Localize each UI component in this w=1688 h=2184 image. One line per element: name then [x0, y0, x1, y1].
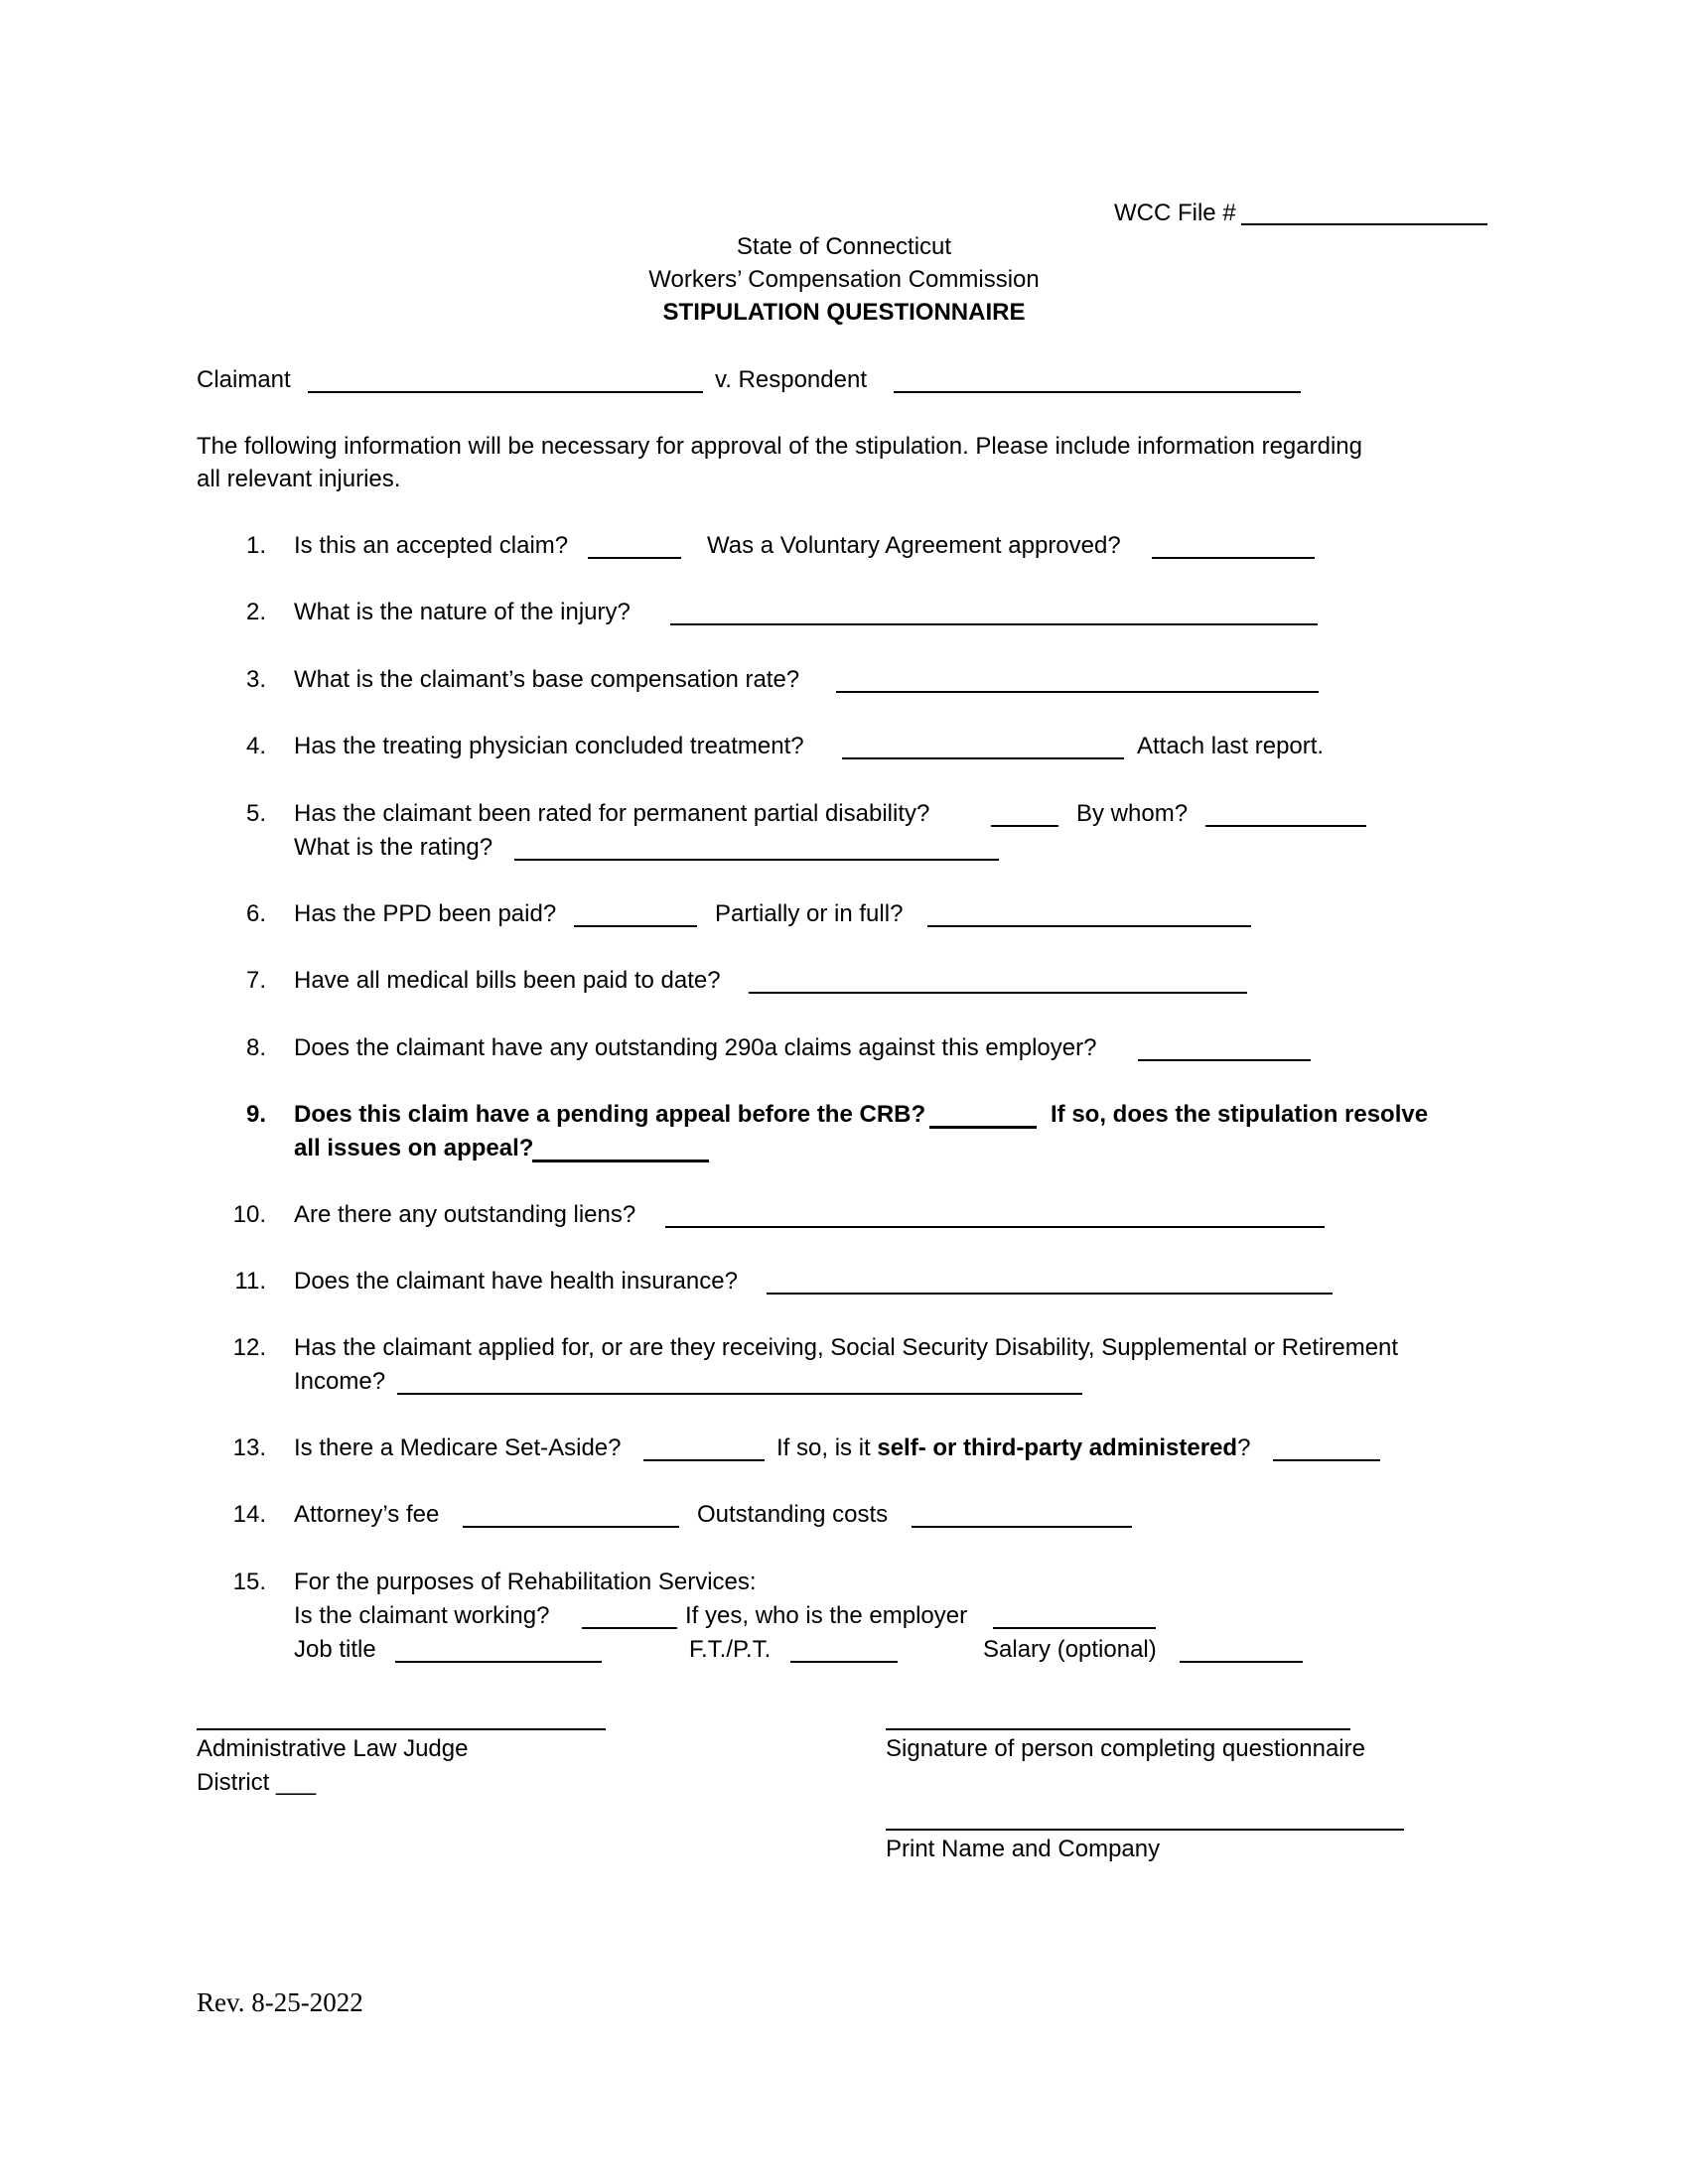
claimant-label: Claimant — [197, 366, 291, 393]
290a-claims-field[interactable] — [1138, 1059, 1311, 1061]
question-6-number: 6. — [245, 900, 266, 927]
question-15c-text: If yes, who is the employer — [685, 1602, 968, 1629]
question-9c-text: all issues on appeal? — [294, 1135, 534, 1161]
question-13-number: 13. — [232, 1434, 266, 1461]
partial-or-full-field[interactable] — [927, 925, 1251, 927]
employer-field[interactable] — [993, 1627, 1156, 1629]
question-4b-text: Attach last report. — [1137, 733, 1325, 759]
intro-line-1: The following information will be necessary for approval of the stipulation. Please include information regarding — [197, 433, 1362, 460]
voluntary-agreement-field[interactable] — [1152, 557, 1315, 559]
question-1-number: 1. — [245, 532, 266, 559]
medical-bills-field[interactable] — [749, 992, 1247, 994]
rating-field[interactable] — [514, 859, 999, 861]
claimant-field[interactable] — [308, 391, 703, 393]
treatment-concluded-field[interactable] — [842, 757, 1124, 759]
question-9-number: 9. — [245, 1101, 266, 1128]
question-8-number: 8. — [245, 1034, 266, 1061]
question-15d-text: Job title — [294, 1636, 376, 1663]
question-3-text: What is the claimant’s base compensation rate? — [294, 666, 800, 693]
question-13-text: Is there a Medicare Set-Aside? — [294, 1434, 622, 1461]
injury-nature-field[interactable] — [670, 623, 1318, 625]
question-5-number: 5. — [245, 800, 266, 827]
question-1-text: Is this an accepted claim? — [294, 532, 569, 559]
social-security-field[interactable] — [397, 1393, 1082, 1395]
district-label[interactable]: District ___ — [197, 1769, 317, 1796]
print-name-line[interactable] — [886, 1829, 1404, 1831]
page-title: STIPULATION QUESTIONNAIRE — [662, 299, 1026, 326]
question-4-number: 4. — [245, 733, 266, 759]
question-5-text: Has the claimant been rated for permanent partial disability? — [294, 800, 930, 827]
question-7-text: Have all medical bills been paid to date? — [294, 967, 721, 994]
question-8-text: Does the claimant have any outstanding 290a claims against this employer? — [294, 1034, 1097, 1061]
question-11-text: Does the claimant have health insurance? — [294, 1268, 738, 1295]
question-15-text: For the purposes of Rehabilitation Services: — [294, 1569, 757, 1595]
signature-label: Signature of person completing questionnaire — [886, 1735, 1365, 1762]
question-12-number: 12. — [232, 1334, 266, 1361]
print-name-label: Print Name and Company — [886, 1836, 1161, 1862]
signature-line[interactable] — [886, 1728, 1350, 1730]
judge-label: Administrative Law Judge — [197, 1735, 469, 1762]
liens-field[interactable] — [665, 1226, 1325, 1228]
respondent-field[interactable] — [894, 391, 1301, 393]
question-13b-text: If so, is it self- or third-party administered? — [776, 1434, 1251, 1461]
outstanding-costs-field[interactable] — [912, 1526, 1132, 1528]
health-insurance-field[interactable] — [767, 1293, 1333, 1295]
job-title-field[interactable] — [395, 1661, 602, 1663]
intro-line-2: all relevant injuries. — [197, 466, 401, 492]
question-4-text: Has the treating physician concluded treatment? — [294, 733, 804, 759]
question-11-number: 11. — [234, 1268, 266, 1295]
question-2-number: 2. — [245, 599, 266, 625]
judge-signature-line[interactable] — [197, 1728, 606, 1730]
question-10-number: 10. — [232, 1201, 266, 1228]
question-7-number: 7. — [245, 967, 266, 994]
question-9b-text: If so, does the stipulation resolve — [1051, 1101, 1429, 1128]
question-12-text: Has the claimant applied for, or are they receiving, Social Security Disability, Supplemental or Retirement — [294, 1334, 1399, 1361]
claimant-working-field[interactable] — [582, 1627, 677, 1629]
question-15f-text: Salary (optional) — [983, 1636, 1157, 1663]
question-5c-text: What is the rating? — [294, 834, 493, 861]
question-10-text: Are there any outstanding liens? — [294, 1201, 636, 1228]
rated-by-field[interactable] — [1205, 825, 1366, 827]
file-number-field[interactable] — [1241, 223, 1487, 225]
question-14-number: 14. — [232, 1501, 266, 1528]
question-1b-text: Was a Voluntary Agreement approved? — [707, 532, 1121, 559]
question-15b-text: Is the claimant working? — [294, 1602, 550, 1629]
file-number-label: WCC File # — [1114, 200, 1236, 226]
question-12b-text: Income? — [294, 1368, 386, 1395]
commission-name: Workers’ Compensation Commission — [648, 266, 1040, 293]
question-15e-text: F.T./P.T. — [689, 1636, 772, 1663]
ppd-rated-field[interactable] — [991, 825, 1058, 827]
question-14-text: Attorney’s fee — [294, 1501, 440, 1528]
accepted-claim-field[interactable] — [588, 557, 681, 559]
question-9-text: Does this claim have a pending appeal before the CRB? — [294, 1101, 926, 1128]
administration-type-field[interactable] — [1273, 1459, 1380, 1461]
question-14b-text: Outstanding costs — [697, 1501, 889, 1528]
attorney-fee-field[interactable] — [463, 1526, 679, 1528]
compensation-rate-field[interactable] — [836, 691, 1319, 693]
question-6-text: Has the PPD been paid? — [294, 900, 557, 927]
respondent-label: v. Respondent — [715, 366, 867, 393]
ppd-paid-field[interactable] — [574, 925, 697, 927]
medicare-set-aside-field[interactable] — [643, 1459, 765, 1461]
question-15-number: 15. — [232, 1569, 266, 1595]
question-3-number: 3. — [245, 666, 266, 693]
salary-field[interactable] — [1180, 1661, 1303, 1663]
ft-pt-field[interactable] — [790, 1661, 898, 1663]
revision-date: Rev. 8-25-2022 — [197, 1987, 363, 2017]
question-6b-text: Partially or in full? — [715, 900, 904, 927]
appeal-issues-field[interactable] — [532, 1160, 709, 1162]
question-5b-text: By whom? — [1076, 800, 1189, 827]
state-name: State of Connecticut — [736, 233, 952, 260]
question-2-text: What is the nature of the injury? — [294, 599, 631, 625]
crb-appeal-field[interactable] — [929, 1126, 1037, 1129]
